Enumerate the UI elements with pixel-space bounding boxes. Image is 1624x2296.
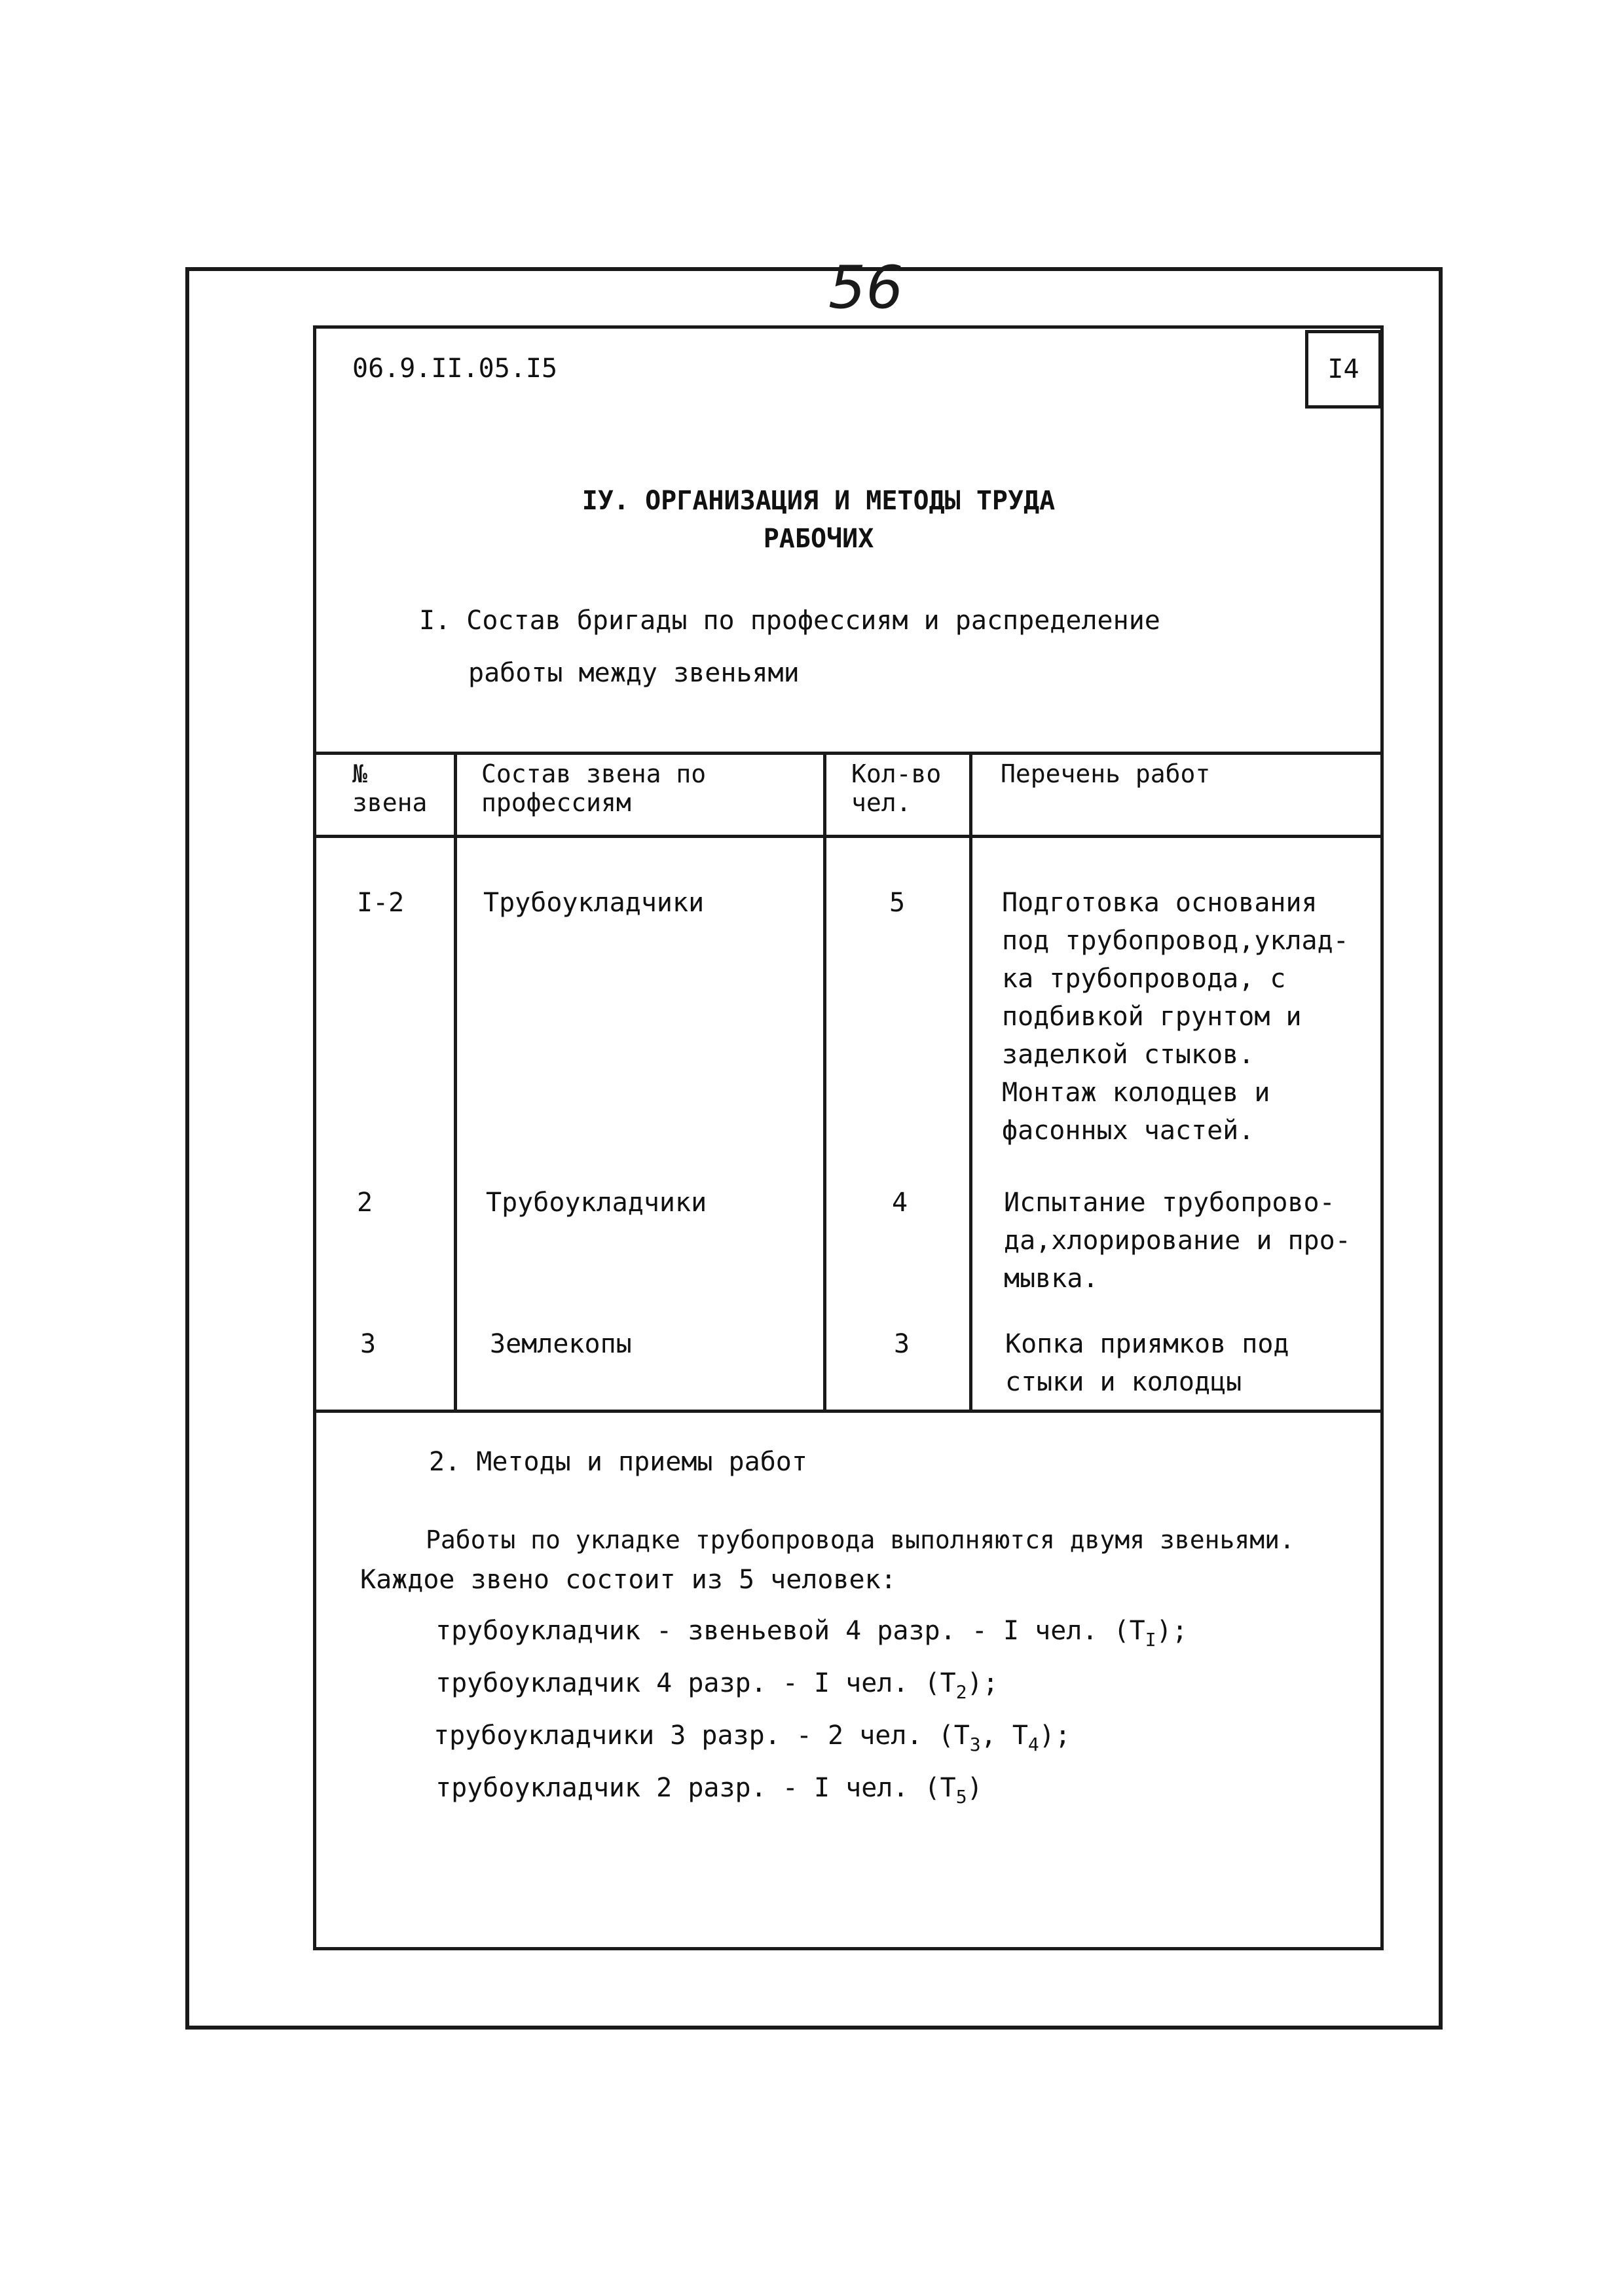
header-team-line1: Состав звена по [481, 759, 707, 788]
row2-team: Трубоукладчики [486, 1188, 707, 1218]
list-item-text: трубоукладчик 4 разр. - I чел. (Т [435, 1668, 956, 1698]
list-item-text: трубоукладчики 3 разр. - 2 чел. (Т [434, 1721, 970, 1751]
sheet-number [1305, 330, 1382, 409]
list-item-end: ); [1156, 1616, 1188, 1646]
paragraph-line: Работы по укладке трубопровода выполняются двумя звеньями. [426, 1525, 1295, 1554]
list-item-subscript: 5 [955, 1786, 967, 1808]
paragraph-line: Каждое звено состоит из 5 человек: [360, 1565, 896, 1595]
list-item [435, 1773, 983, 1808]
row3-team: Землекопы [490, 1329, 632, 1359]
list-item-end: ); [1039, 1721, 1071, 1751]
col-divider-1 [454, 752, 457, 1413]
header-count [851, 759, 941, 817]
list-item [434, 1721, 1071, 1755]
header-team [481, 759, 706, 817]
work-line: ка трубопровода, с [1002, 964, 1286, 994]
work-line: мывка. [1004, 1264, 1099, 1294]
row3-count: 3 [894, 1329, 910, 1359]
list-item-text: трубоукладчик 2 разр. - I чел. (Т [435, 1773, 956, 1803]
work-line: Подготовка основания [1002, 888, 1318, 918]
page-number: 56 [828, 253, 904, 322]
header-count-line2: чел. [851, 788, 912, 817]
header-team-line2: профессиям [481, 788, 631, 817]
list-item-end: ) [967, 1773, 983, 1803]
header-num [352, 759, 427, 817]
header-count-line1: Кол-во [851, 759, 942, 788]
work-line: заделкой стыков. [1002, 1040, 1255, 1070]
list-item-subscript: 3 [969, 1734, 981, 1755]
row1-num: I-2 [357, 888, 405, 918]
col-divider-3 [969, 752, 972, 1413]
section-title-line2: РАБОЧИХ [763, 524, 874, 554]
subsection-title-line2: работы между звеньями [468, 658, 800, 688]
row3-num: 3 [360, 1329, 377, 1359]
work-line: Копка приямков под [1005, 1329, 1289, 1359]
work-line: да,хлорирование и про- [1004, 1226, 1351, 1256]
row1-team: Трубоукладчики [483, 888, 705, 918]
list-item-subscript: 4 [1027, 1734, 1039, 1755]
sheet-number-text: I4 [1327, 354, 1359, 384]
row1-count: 5 [889, 888, 906, 918]
list-item-subscript: I [1145, 1629, 1156, 1650]
list-item [435, 1668, 999, 1703]
row3-work [1005, 1325, 1289, 1401]
section-title: IУ. ОРГАНИЗАЦИЯ И МЕТОДЫ ТРУДА [581, 486, 1056, 516]
work-line: подбивкой грунтом и [1002, 1002, 1302, 1032]
work-line: фасонных частей. [1002, 1116, 1255, 1146]
table-header-border [313, 835, 1384, 838]
table-bottom-border [313, 1410, 1384, 1413]
list-item-mid: , Т [980, 1721, 1028, 1751]
row2-num: 2 [357, 1188, 373, 1218]
work-line: Монтаж колодцев и [1002, 1078, 1270, 1108]
list-item-text: трубоукладчик - звеньевой 4 разр. - I чел. (Т [435, 1616, 1145, 1646]
list-item-subscript: 2 [955, 1681, 967, 1703]
row2-count: 4 [892, 1188, 908, 1218]
list-item [435, 1616, 1188, 1650]
subsection-title: I. Состав бригады по профессиям и распределение [419, 606, 1160, 636]
row2-work [1004, 1184, 1351, 1298]
doc-code: 06.9.II.05.I5 [352, 354, 558, 384]
work-line: стыки и колодцы [1005, 1367, 1242, 1397]
work-line: под трубопровод,уклад- [1002, 926, 1349, 956]
header-num-symbol: № [352, 759, 367, 788]
row1-work [1002, 884, 1349, 1150]
header-num-label: звена [352, 788, 428, 817]
subsection2-title: 2. Методы и приемы работ [429, 1447, 807, 1477]
list-item-end: ); [967, 1668, 999, 1698]
header-work: Перечень работ [1001, 759, 1211, 788]
col-divider-2 [823, 752, 826, 1413]
table-top-border [313, 752, 1384, 755]
work-line: Испытание трубопрово- [1004, 1188, 1335, 1218]
